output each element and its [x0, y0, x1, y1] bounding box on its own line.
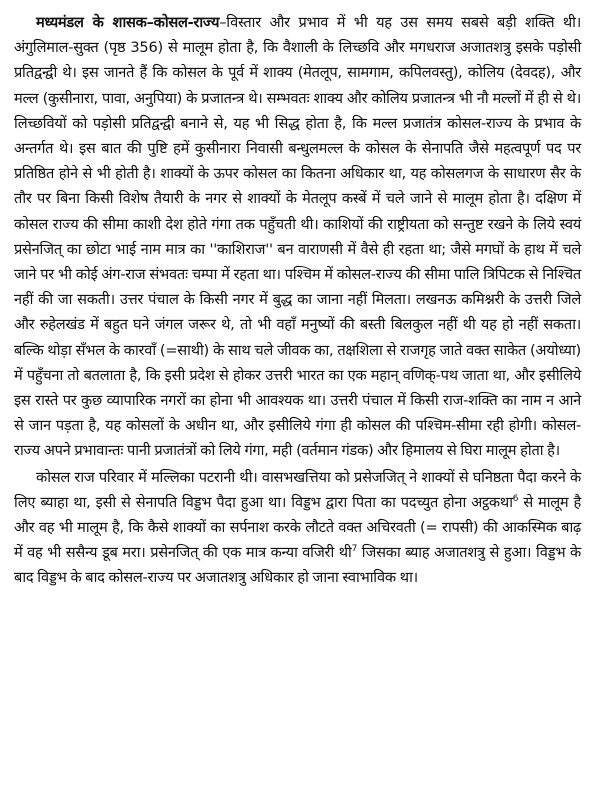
paragraph-body-part3: जिसका ब्याह अजातशत्रु से हुआ। विड्डभ के बाद विड्डभ के बाद कोसल-राज्य पर अजातशत्रु अधिकार हो जाना स्वाभाविक था।	[14, 544, 581, 587]
paragraph-royal-family	[14, 465, 581, 591]
paragraph-kosala-extent	[14, 10, 581, 464]
paragraph-body-part2: से मालूम है और वह भी मालूम है, कि कैसे शाक्यों का सर्पनाश करके लौटते वक्त अचिरवती (= रापसी) की आकस्मिक बाढ़ में वह भी ससैन्य डूब मरा। प्रसेनजित् की एक मात्र कन्या वजिरी थी	[14, 493, 581, 562]
footnote-ref-7: 7	[351, 544, 358, 555]
section-lead-heading: मध्यमंडल के शासक–कोसल-राज्य	[36, 14, 220, 31]
paragraph-body: –विस्तार और प्रभाव में भी यह उस समय सबसे बड़ी शक्ति थी। अंगुलिमाल-सुक्त (पृष्ठ 356) से मालूम होता है, कि वैशाली के लिच्छवि और मगधराज अजातशत्रु इसके पड़ोसी प्रतिद्वन्द्वी थे। इस जानते हैं कि कोसल के पूर्व में शाक्य (मेतलूप, सामगाम, कपिलवस्तु), कोलिय (देवदह), और मल्ल (कुसीनारा, पावा, अनुपिया) के प्रजातन्त्र थे। सम्भवतः शाक्य और कोलिय प्रजातन्त्र भी नौ मल्लों में ही से थे। लिच्छवियों को पड़ोसी प्रतिद्वन्द्वी बनाने से, यह भी सिद्ध होता है, कि मल्ल प्रजातंत्र कोसल-राज्य के प्रभाव के अन्तर्गत थे। इस बात की पुष्टि हमें कुसीनारा निवासी बन्धुलमल्ल के कोसल के सेनापति जैसे महत्वपूर्ण पद पर प्रतिष्ठित होने से भी होती है। शाक्यों के ऊपर कोसल का कितना अधिकार था, यह कोसलगज के साधारण सैर के तौर पर बिना किसी विशेष तैयारी के नगर से शाक्यों के मेतलूप कस्बें में चले जाने से मालूम होता है। दक्षिण में कोसल राज्य की सीमा काशी देश होते गंगा तक पहुँचती थी। काशियों की राष्ट्रीयता को सन्तुष्ट रखने के लिये स्वयं प्रसेनजित् का छोटा भाई नाम मात्र का ''काशिराज'' बन वाराणसी में वैसे ही रहता था; जैसे मगघों के हाथ में चले जाने पर भी कोई अंग-राज संभवतः चम्पा में रहता था। पश्चिम में कोसल-राज्य की सीमा पालि त्रिपिटक से निश्चित नहीं की जा सकती। उत्तर पंचाल के किसी नगर में बुद्ध का जाना नहीं मिलता। लखनऊ कमिश्नरी के उत्तरी जिले और रुहेलखंड में बहुत घने जंगल जरूर थे, तो भी वहाँ मनुष्यों की बस्ती बिलकुल नहीं थी यह हो नहीं सकता। बल्कि थोड़ा सँभल के कारवाँ (=साथी) के साथ चले जीवक का, तक्षशिला से राजगृह जाते वक्त साकेत (अयोध्या) में पहुँचना तो बतलाता है, कि इसी प्रदेश से होकर उत्तरी भारत का एक महान् वणिक्-पथ जाता था, और इसीलिये इस रास्ते पर कुछ व्यापारिक नगरों का होना भी आवश्यक था। उत्तरी पंचाल में किसी राज-शक्ति का नाम न आने से जान पड़ता है, यह कोसलों के अधीन था, और इसीलिये गंगा ही कोसल की पश्चिम-सीमा रही होगी। कोसल-राज्य अपने प्रभावान्तः पानी प्रजातंत्रों को लिये गंगा, मही (वर्तमान गंडक) और हिमालय से घिरा मालूम होता है।	[14, 14, 581, 460]
footnote-ref-6: 6	[512, 494, 519, 504]
paragraph-body-part1: कोसल राज परिवार में मल्लिका पटरानी थी। वासभखत्तिया को प्रसेजजित् ने शाक्यों से घनिष्ठता पैदा करने के लिए ब्याहा था, इसी से सेनापति विड्डभ पैदा हुआ था। विड्डभ द्वारा पिता का पदच्युत होना अट्ठकथा	[14, 468, 581, 511]
